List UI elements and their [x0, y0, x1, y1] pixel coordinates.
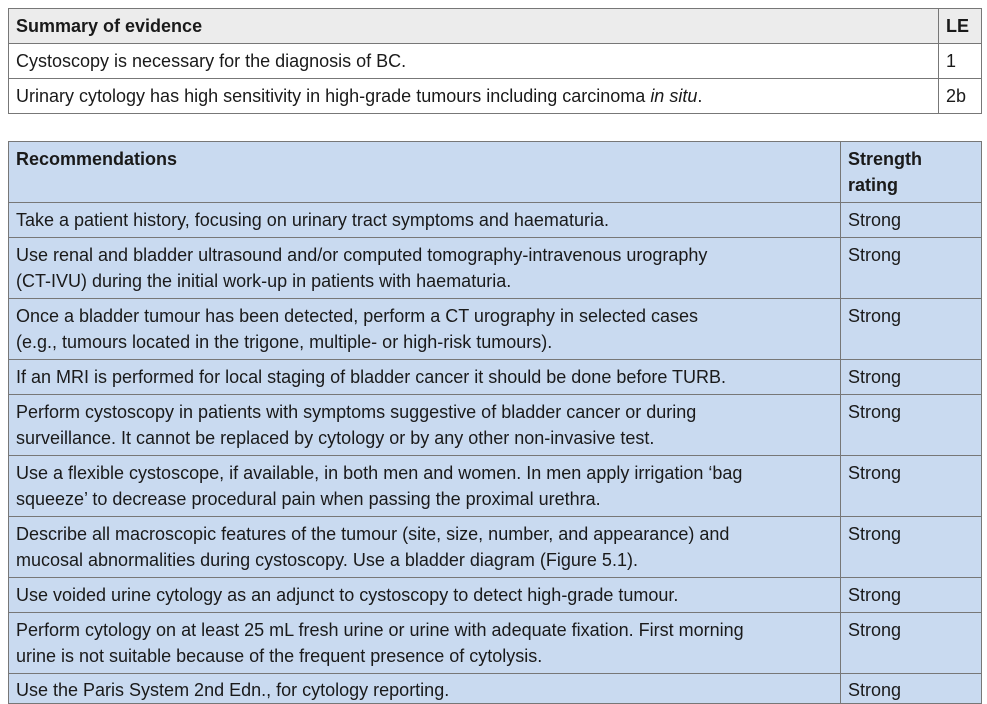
recommendation-line: urine is not suitable because of the frequent presence of cytolysis. — [16, 646, 543, 666]
recommendations-header: Recommendations — [9, 142, 841, 203]
strength-rating: Strong — [841, 238, 982, 299]
recommendation-text — [9, 456, 841, 517]
recommendation-text — [9, 613, 841, 674]
table-row — [9, 613, 982, 674]
strength-rating: Strong — [841, 674, 982, 704]
recommendation-text: Use voided urine cytology as an adjunct to cystoscopy to detect high-grade tumour. — [9, 578, 841, 613]
evidence-statement: Cystoscopy is necessary for the diagnosis of BC. — [9, 44, 939, 79]
summary-of-evidence-table — [8, 8, 982, 114]
recommendation-line: mucosal abnormalities during cystoscopy. Use a bladder diagram (Figure 5.1). — [16, 550, 638, 570]
table-row — [9, 456, 982, 517]
table-row — [9, 79, 982, 114]
table-row — [9, 578, 982, 613]
recommendation-line: Perform cytology on at least 25 mL fresh urine or urine with adequate fixation. First morning — [16, 620, 744, 640]
table-row — [9, 299, 982, 360]
recommendation-line: Use renal and bladder ultrasound and/or computed tomography-intravenous urography — [16, 245, 708, 265]
strength-rating: Strong — [841, 395, 982, 456]
strength-rating: Strong — [841, 517, 982, 578]
evidence-text-end: . — [697, 86, 703, 106]
table-row — [9, 203, 982, 238]
strength-rating: Strong — [841, 203, 982, 238]
recommendation-text: If an MRI is performed for local staging of bladder cancer it should be done before TURB. — [9, 360, 841, 395]
table-row — [9, 517, 982, 578]
recommendation-text: Take a patient history, focusing on urinary tract symptoms and haematuria. — [9, 203, 841, 238]
evidence-level: 2b — [939, 79, 982, 114]
evidence-text: Urinary cytology has high sensitivity in high-grade tumours including carcinoma — [16, 86, 651, 106]
strength-rating: Strong — [841, 360, 982, 395]
strength-rating: Strong — [841, 578, 982, 613]
recommendations-table — [8, 141, 982, 704]
strength-rating: Strong — [841, 299, 982, 360]
recommendation-text — [9, 238, 841, 299]
le-header: LE — [939, 9, 982, 44]
recommendation-line: squeeze’ to decrease procedural pain when passing the proximal urethra. — [16, 489, 601, 509]
recommendation-text — [9, 517, 841, 578]
recommendation-line: Perform cystoscopy in patients with symptoms suggestive of bladder cancer or during — [16, 402, 697, 422]
evidence-level: 1 — [939, 44, 982, 79]
summary-header: Summary of evidence — [9, 9, 939, 44]
recommendation-line: (CT-IVU) during the initial work-up in patients with haematuria. — [16, 271, 512, 291]
recommendation-line: Use a flexible cystoscope, if available, in both men and women. In men apply irrigation ‘bag — [16, 463, 743, 483]
recommendation-text — [9, 395, 841, 456]
recommendation-text — [9, 299, 841, 360]
table-row — [9, 44, 982, 79]
recommendation-line: (e.g., tumours located in the trigone, multiple- or high-risk tumours). — [16, 332, 553, 352]
table-row — [9, 238, 982, 299]
evidence-statement — [9, 79, 939, 114]
table-row — [9, 360, 982, 395]
table-row — [9, 395, 982, 456]
evidence-italic-text: in situ — [650, 86, 698, 106]
table-header-row — [9, 142, 982, 203]
recommendation-line: Describe all macroscopic features of the tumour (site, size, number, and appearance) and — [16, 524, 730, 544]
recommendation-line: Once a bladder tumour has been detected, perform a CT urography in selected cases — [16, 306, 699, 326]
table-header-row — [9, 9, 982, 44]
recommendation-line: surveillance. It cannot be replaced by cytology or by any other non-invasive test. — [16, 428, 655, 448]
recommendation-text: Use the Paris System 2nd Edn., for cytology reporting. — [9, 674, 841, 704]
table-row — [9, 674, 982, 704]
strength-rating: Strong — [841, 456, 982, 517]
strength-rating: Strong — [841, 613, 982, 674]
strength-rating-header: Strength rating — [841, 142, 982, 203]
